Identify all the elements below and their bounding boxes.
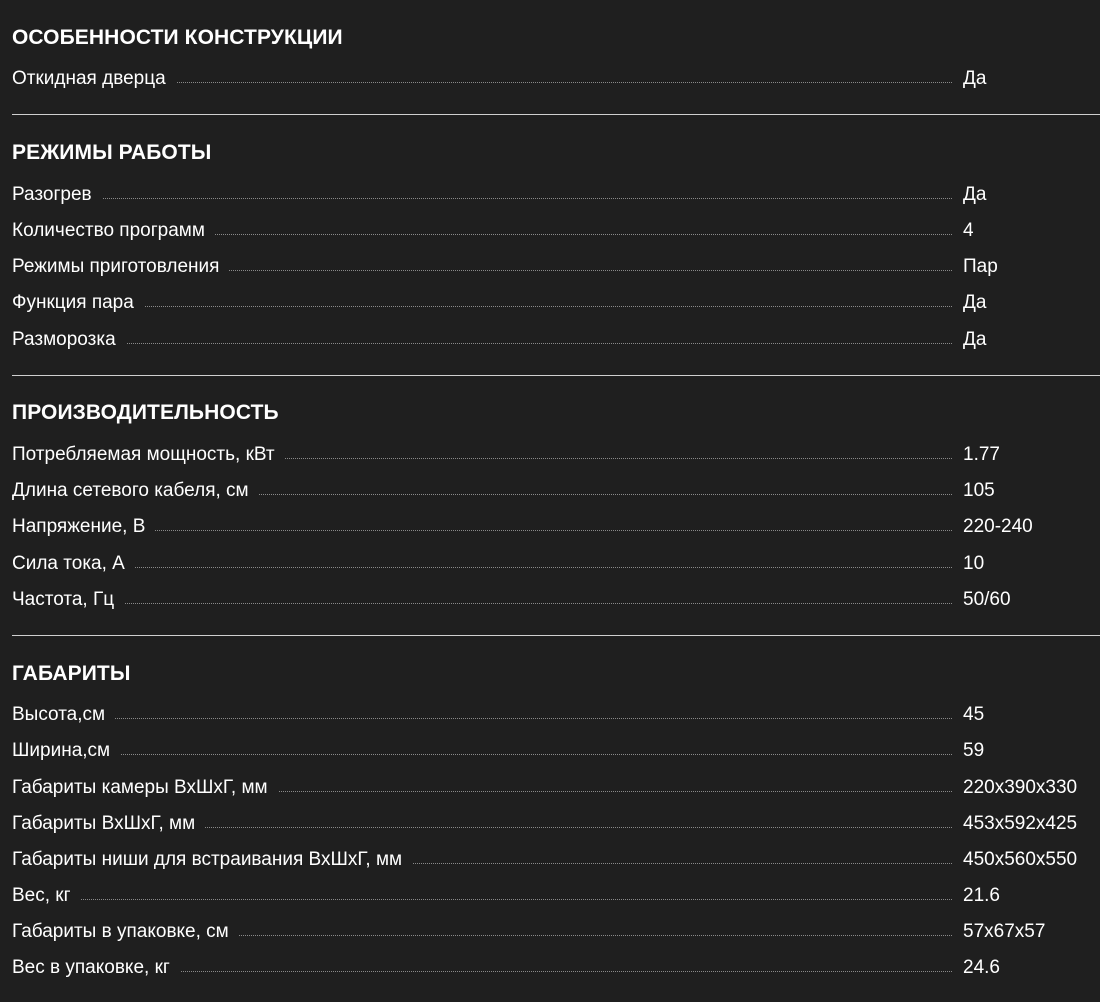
spec-row — [12, 775, 1100, 801]
section-operating-modes — [12, 140, 1100, 350]
spec-label: Режимы приготовления — [12, 254, 229, 280]
spec-value: 24.6 — [963, 957, 1000, 978]
spec-label: Функция пара — [12, 290, 144, 316]
spec-label: Габариты ниши для встраивания ВхШхГ, мм — [12, 847, 412, 873]
dotted-leader — [12, 343, 952, 344]
spec-value: 45 — [963, 704, 985, 725]
spec-label: Напряжение, В — [12, 514, 155, 540]
spec-row — [12, 738, 1100, 764]
dotted-leader — [12, 603, 952, 604]
section-dimensions — [12, 661, 1100, 978]
spec-row — [12, 254, 1100, 280]
section-design-features — [12, 25, 1100, 89]
spec-label: Вес, кг — [12, 883, 81, 909]
spec-value: 450x560x550 — [963, 849, 1078, 870]
spec-value: 21.6 — [963, 885, 1000, 906]
dotted-leader — [12, 198, 952, 199]
spec-value: Да — [963, 292, 987, 313]
dotted-leader — [12, 306, 952, 307]
dotted-leader — [12, 754, 952, 755]
spec-row — [12, 551, 1100, 577]
spec-value: Да — [963, 329, 987, 350]
spec-label: Длина сетевого кабеля, см — [12, 478, 259, 504]
section-title: ПРОИЗВОДИТЕЛЬНОСТЬ — [12, 401, 279, 424]
spec-value: 10 — [963, 553, 985, 574]
spec-value: Да — [963, 184, 987, 205]
spec-row — [12, 919, 1100, 945]
dotted-leader — [12, 567, 952, 568]
section-title: ГАБАРИТЫ — [12, 662, 131, 685]
spec-row — [12, 442, 1100, 468]
spec-value: 57x67x57 — [963, 921, 1046, 942]
spec-row — [12, 182, 1100, 208]
spec-label: Разогрев — [12, 182, 102, 208]
spec-row — [12, 478, 1100, 504]
spec-label: Высота,см — [12, 702, 115, 728]
spec-value: Пар — [963, 256, 998, 277]
spec-row — [12, 218, 1100, 244]
spec-row — [12, 955, 1100, 981]
spec-row — [12, 290, 1100, 316]
section-performance — [12, 400, 1100, 610]
section-divider — [12, 375, 1100, 376]
spec-value: 453x592x425 — [963, 813, 1078, 834]
spec-label: Габариты в упаковке, см — [12, 919, 239, 945]
spec-row — [12, 883, 1100, 909]
spec-label: Потребляемая мощность, кВт — [12, 442, 285, 468]
section-divider — [12, 114, 1100, 115]
section-title: ОСОБЕННОСТИ КОНСТРУКЦИИ — [12, 26, 343, 49]
spec-row — [12, 587, 1100, 613]
spec-label: Вес в упаковке, кг — [12, 955, 180, 981]
spec-row — [12, 811, 1100, 837]
dotted-leader — [12, 718, 952, 719]
spec-value: 50/60 — [963, 589, 1011, 610]
spec-row — [12, 327, 1100, 353]
spec-label: Габариты камеры ВхШхГ, мм — [12, 775, 278, 801]
spec-row — [12, 847, 1100, 873]
spec-row — [12, 702, 1100, 728]
spec-value: 220-240 — [963, 516, 1033, 537]
spec-label: Разморозка — [12, 327, 126, 353]
spec-value: Да — [963, 68, 987, 89]
section-divider — [12, 635, 1100, 636]
section-title: РЕЖИМЫ РАБОТЫ — [12, 141, 212, 164]
spec-value: 1.77 — [963, 444, 1000, 465]
spec-row — [12, 514, 1100, 540]
spec-label: Частота, Гц — [12, 587, 124, 613]
spec-value: 59 — [963, 740, 985, 761]
spec-label: Откидная дверца — [12, 66, 176, 92]
spec-label: Габариты ВхШхГ, мм — [12, 811, 205, 837]
spec-value: 105 — [963, 480, 995, 501]
spec-label: Ширина,см — [12, 738, 120, 764]
spec-value: 220x390x330 — [963, 777, 1078, 798]
dotted-leader — [12, 899, 952, 900]
spec-label: Сила тока, А — [12, 551, 135, 577]
spec-label: Количество программ — [12, 218, 215, 244]
spec-value: 4 — [963, 220, 974, 241]
spec-row — [12, 66, 1100, 92]
